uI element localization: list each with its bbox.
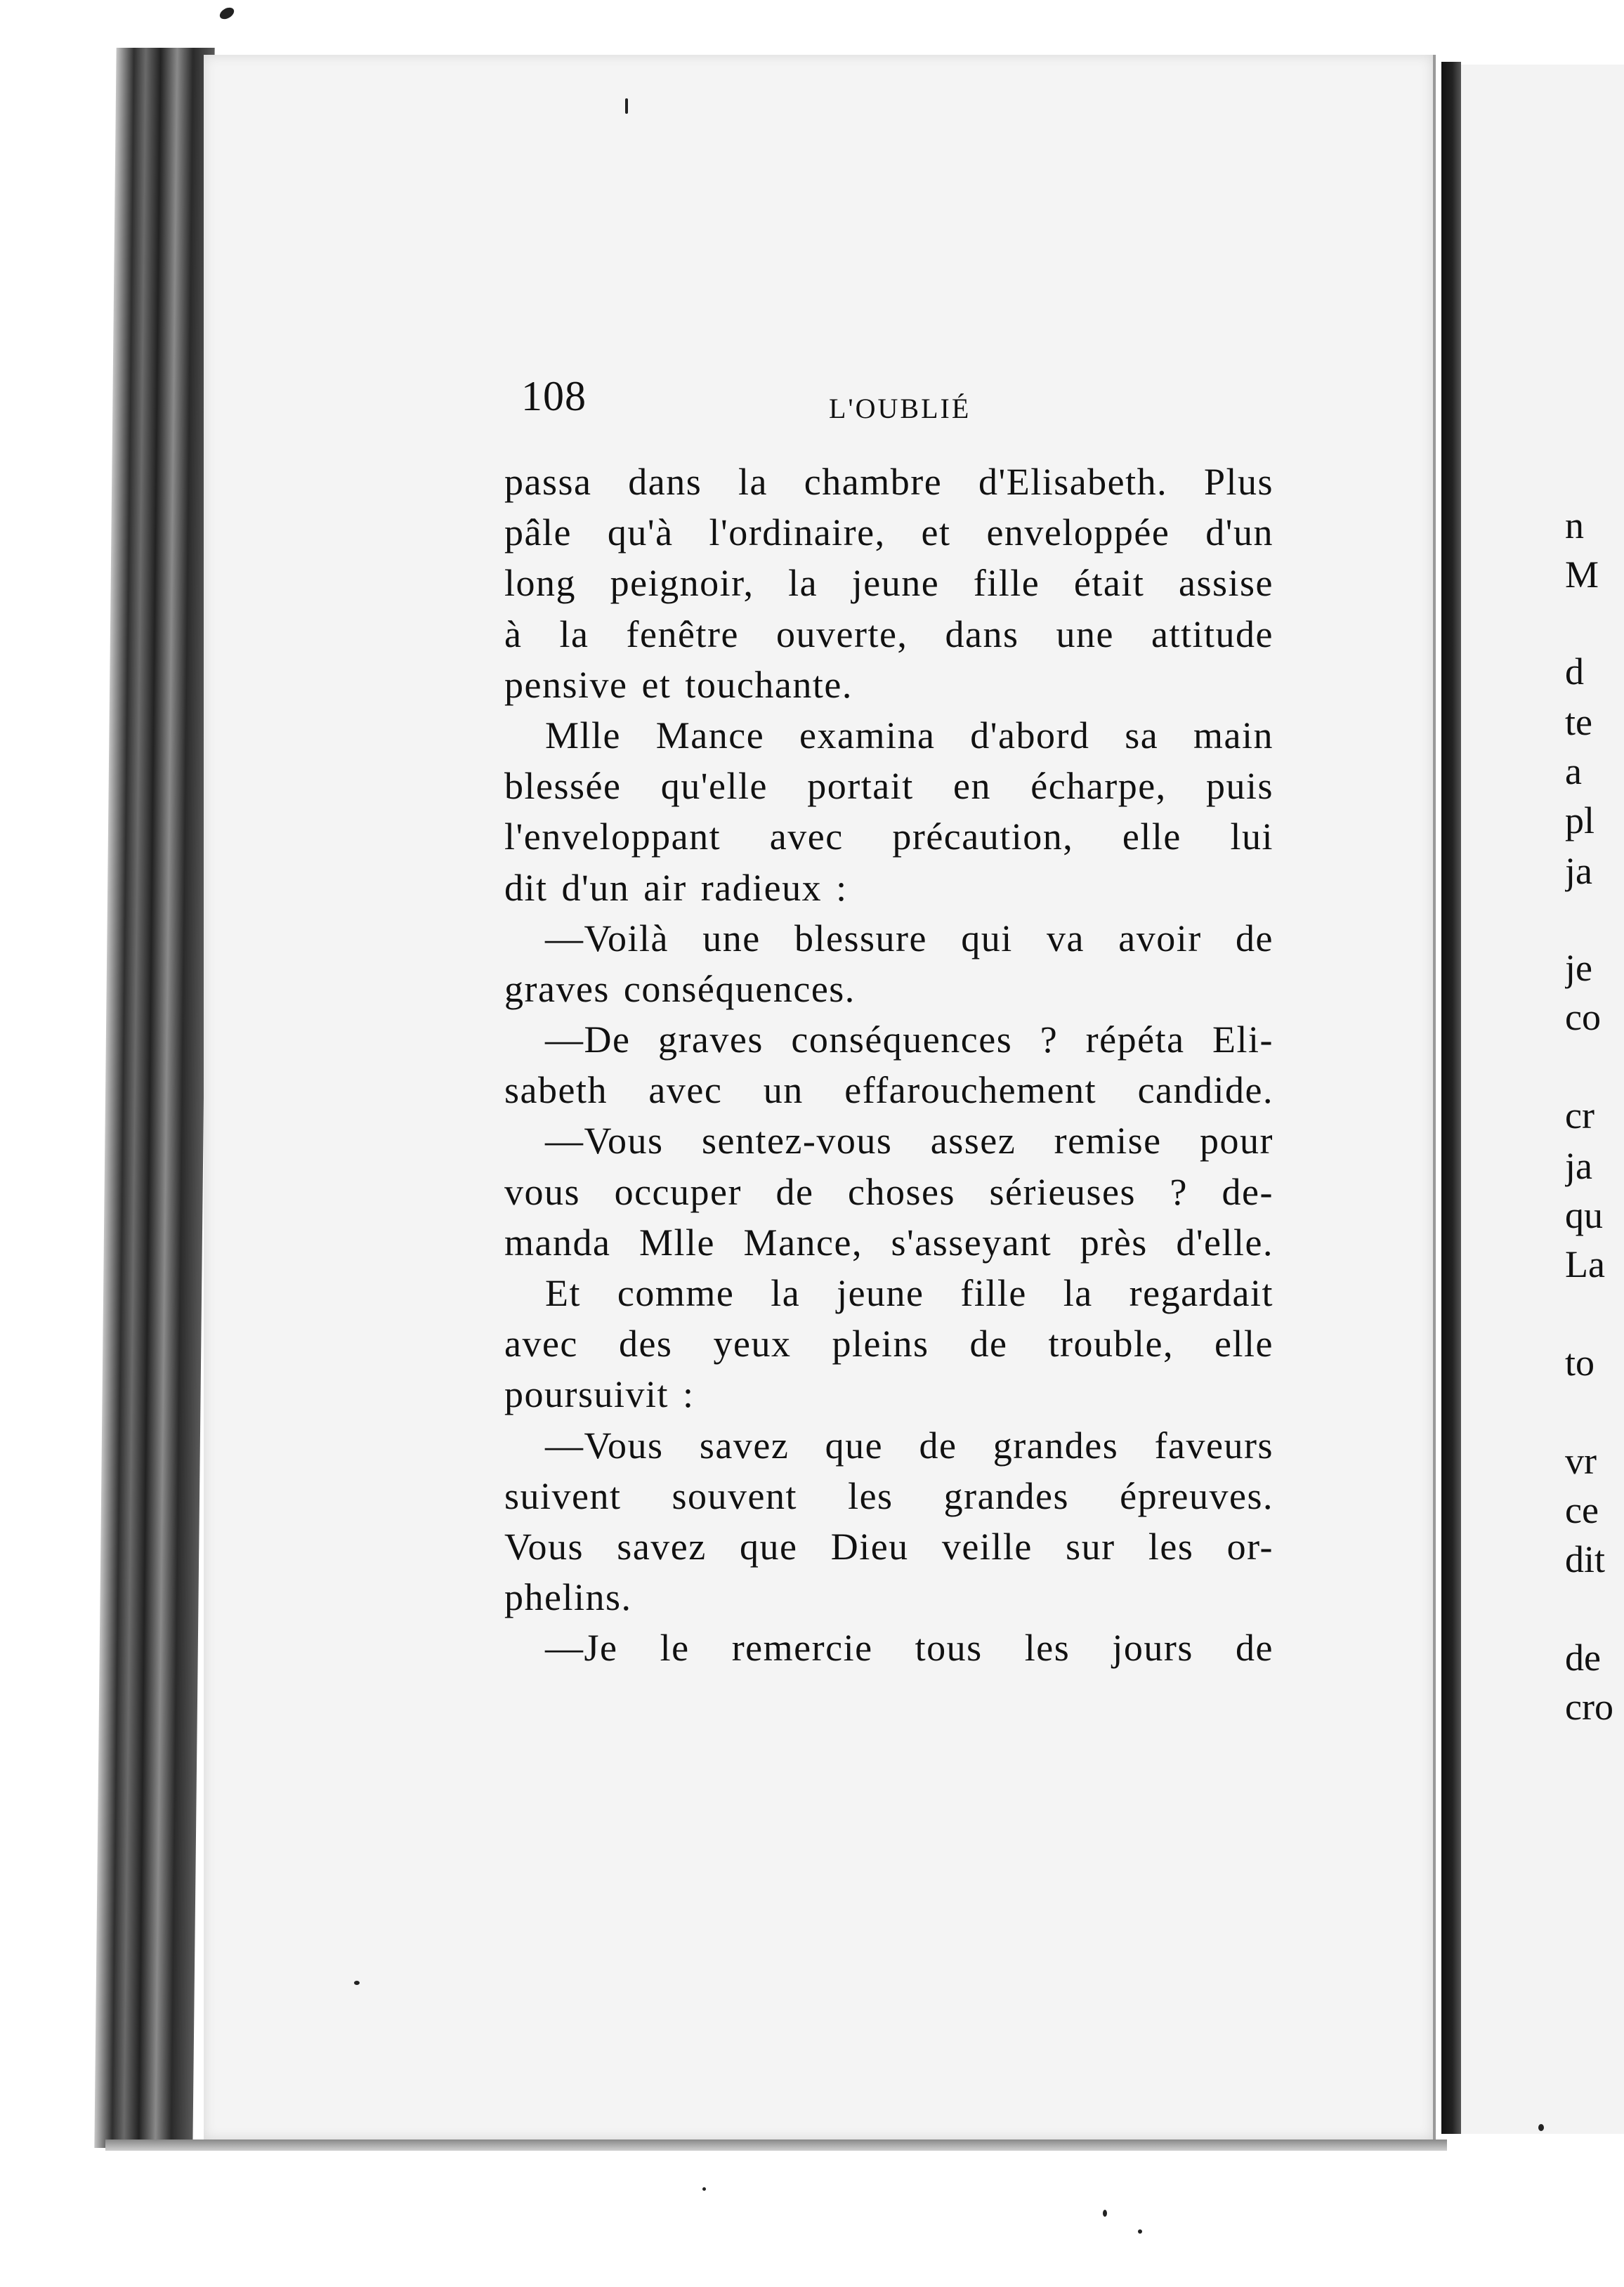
text-line: poursuivit : <box>504 1373 695 1416</box>
scan-speck <box>1138 2229 1142 2234</box>
right-page-fragment: to <box>1565 1342 1595 1384</box>
right-page-fragment: vr <box>1565 1440 1597 1482</box>
text-line: blessée qu'elle portait en écharpe, puis <box>504 765 1273 808</box>
scan-speck <box>1538 2124 1544 2131</box>
text-line: dit d'un air radieux : <box>504 866 848 909</box>
text-line: —Vous sentez-vous assez remise pour <box>545 1120 1273 1162</box>
right-page-fragment: M <box>1565 553 1599 596</box>
text-line: Mlle Mance examina d'abord sa main <box>545 714 1273 756</box>
right-page-fragment: d <box>1565 650 1584 693</box>
text-line: Vous savez que Dieu veille sur les or- <box>504 1525 1273 1568</box>
right-page-text-fragments <box>1565 0 1624 2287</box>
running-head: L'OUBLIÉ <box>829 393 971 424</box>
right-page-fragment: pl <box>1565 799 1595 841</box>
right-page-fragment: te <box>1565 701 1592 743</box>
text-line: —Vous savez que de grandes faveurs <box>545 1424 1273 1467</box>
right-page-fragment: ja <box>1565 850 1592 892</box>
text-line: l'enveloppant avec précaution, elle lui <box>504 815 1273 858</box>
text-line: passa dans la chambre d'Elisabeth. Plus <box>504 461 1273 503</box>
scan-speck <box>218 5 236 21</box>
page-block-edge <box>94 48 214 2148</box>
text-line: phelins. <box>504 1576 632 1619</box>
text-line: manda Mlle Mance, s'asseyant près d'elle. <box>504 1221 1273 1264</box>
text-line: graves conséquences. <box>504 967 856 1010</box>
right-page-fragment: je <box>1565 947 1592 989</box>
right-page-fragment: cr <box>1565 1094 1594 1136</box>
right-page-fragment: ce <box>1565 1489 1599 1531</box>
page-number: 108 <box>521 373 587 419</box>
book-gutter <box>1441 62 1461 2134</box>
text-line: avec des yeux pleins de trouble, elle <box>504 1323 1273 1365</box>
right-page-fragment: n <box>1565 504 1584 546</box>
text-line: à la fenêtre ouverte, dans une attitude <box>504 612 1273 655</box>
right-page-fragment: cro <box>1565 1686 1613 1728</box>
text-line: sabeth avec un effarouchement candide. <box>504 1069 1273 1112</box>
text-line: —Voilà une blessure qui va avoir de <box>545 917 1273 959</box>
text-line: pâle qu'à l'ordinaire, et enveloppée d'un <box>504 511 1273 554</box>
text-line: pensive et touchante. <box>504 663 853 706</box>
right-page-fragment: a <box>1565 750 1582 792</box>
right-page-fragment: de <box>1565 1637 1601 1679</box>
page-bottom-edge <box>105 2139 1447 2151</box>
right-page-fragment: co <box>1565 996 1601 1038</box>
scan-speck <box>625 98 628 114</box>
scan-speck <box>702 2187 706 2191</box>
right-page-fragment: dit <box>1565 1538 1606 1580</box>
right-page-fragment: qu <box>1565 1194 1603 1236</box>
text-line: —De graves conséquences ? répéta Eli- <box>545 1018 1273 1061</box>
text-line: —Je le remercie tous les jours de <box>545 1627 1273 1670</box>
text-line: suivent souvent les grandes épreuves. <box>504 1474 1273 1517</box>
right-page-fragment: La <box>1565 1243 1605 1285</box>
text-line: long peignoir, la jeune fille était assise <box>504 562 1273 605</box>
scan-speck <box>1103 2210 1107 2217</box>
body-text <box>504 457 1273 1674</box>
scan-speck <box>354 1981 360 1985</box>
text-line: vous occuper de choses sérieuses ? de- <box>504 1170 1273 1213</box>
text-line: Et comme la jeune fille la regardait <box>545 1272 1273 1314</box>
right-page-fragment: ja <box>1565 1145 1592 1187</box>
